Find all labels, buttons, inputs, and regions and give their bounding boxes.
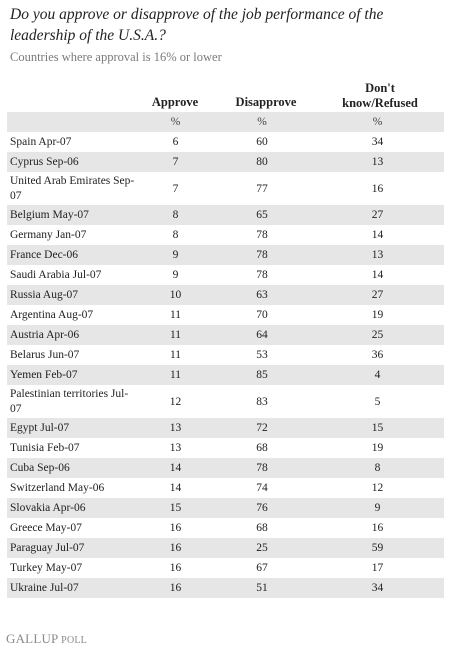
table-row	[7, 132, 444, 152]
table-row	[7, 578, 444, 598]
column-header-disapprove: Disapprove	[235, 95, 297, 109]
table-row	[7, 285, 444, 305]
disapprove-cell: 74	[256, 482, 268, 494]
dont-know-cell: 36	[371, 349, 384, 361]
table-row	[7, 345, 444, 365]
approve-cell: 6	[172, 136, 179, 148]
table-row	[7, 265, 444, 285]
table-row	[7, 245, 444, 265]
approve-cell: 16	[169, 522, 182, 534]
table-row	[7, 225, 444, 245]
table-row	[7, 305, 444, 325]
disapprove-cell: 68	[256, 522, 268, 534]
table-row	[7, 438, 444, 458]
unit-disapprove: %	[213, 112, 311, 132]
dont-know-cell: 27	[311, 285, 444, 305]
gallup-poll-logo	[6, 631, 87, 647]
column-header-dont-know-line1: Don't	[365, 81, 395, 95]
country-cell: Spain Apr-07	[10, 135, 72, 148]
disapprove-cell: 78	[213, 245, 311, 265]
disapprove-cell: 64	[213, 325, 311, 345]
approve-cell: 12	[169, 395, 182, 408]
disapprove-cell: 76	[213, 498, 311, 518]
country-cell: Yemen Feb-07	[7, 365, 138, 385]
disapprove-cell: 65	[213, 205, 311, 225]
dont-know-cell: 13	[311, 245, 444, 265]
dont-know-cell: 13	[311, 152, 444, 172]
table-row	[7, 458, 444, 478]
column-header-dont-know	[318, 81, 442, 111]
country-cell: Belgium May-07	[7, 205, 138, 225]
table-row	[7, 418, 444, 438]
country-cell: Tunisia Feb-07	[10, 441, 80, 454]
table-row	[7, 205, 444, 225]
disapprove-cell: 78	[213, 458, 311, 478]
table-row	[7, 518, 444, 538]
approve-cell: 7	[172, 182, 179, 195]
dont-know-cell: 12	[371, 482, 384, 494]
approve-cell: 9	[138, 245, 213, 265]
approve-cell: 16	[138, 578, 213, 598]
country-cell: Belarus Jun-07	[10, 348, 80, 361]
approve-cell: 16	[169, 562, 182, 574]
country-cell: Russia Aug-07	[7, 285, 138, 305]
dont-know-cell: 19	[371, 309, 384, 321]
disapprove-cell: 63	[213, 285, 311, 305]
country-cell: Saudi Arabia Jul-07	[10, 268, 102, 281]
disapprove-cell: 60	[256, 136, 268, 148]
approve-cell: 13	[169, 442, 182, 454]
country-cell: France Dec-06	[7, 245, 138, 265]
country-cell: Cyprus Sep-06	[7, 152, 138, 172]
country-cell: Germany Jan-07	[10, 228, 87, 241]
unit-dont-know: %	[311, 112, 444, 132]
dont-know-cell: 16	[371, 522, 384, 534]
country-cell: Cuba Sep-06	[7, 458, 138, 478]
brand-poll: POLL	[58, 635, 87, 646]
country-cell: Turkey May-07	[10, 561, 83, 574]
disapprove-cell: 51	[213, 578, 311, 598]
disapprove-cell: 53	[256, 349, 268, 361]
table-row	[7, 498, 444, 518]
unit-approve: %	[138, 112, 213, 132]
table-row	[7, 538, 444, 558]
dont-know-cell: 34	[311, 578, 444, 598]
country-cell: Austria Apr-06	[7, 325, 138, 345]
approve-cell: 11	[169, 349, 182, 361]
approve-cell: 10	[138, 285, 213, 305]
country-cell: Paraguay Jul-07	[7, 538, 138, 558]
dont-know-cell: 19	[371, 442, 384, 454]
brand-gallup: GALLUP	[6, 631, 59, 646]
country-cell: Switzerland May-06	[10, 481, 105, 494]
unit-row-spacer	[7, 112, 138, 132]
approve-cell: 8	[138, 205, 213, 225]
approve-cell: 9	[172, 269, 179, 281]
approve-cell: 11	[138, 325, 213, 345]
column-header-dont-know-line2: know/Refused	[342, 96, 418, 110]
table-row	[7, 558, 444, 578]
column-header-approve: Approve	[151, 95, 199, 109]
table-row	[7, 152, 444, 172]
country-cell: Egypt Jul-07	[7, 418, 138, 438]
dont-know-cell: 4	[311, 365, 444, 385]
dont-know-cell: 15	[311, 418, 444, 438]
dont-know-cell: 14	[371, 229, 384, 241]
country-cell: United Arab Emirates Sep-07	[10, 174, 135, 202]
results-table	[7, 112, 444, 598]
dont-know-cell: 25	[311, 325, 444, 345]
country-cell: Palestinian territories Jul-07	[10, 387, 129, 415]
disapprove-cell: 67	[256, 562, 268, 574]
subtitle: Countries where approval is 16% or lower	[10, 50, 222, 64]
disapprove-cell: 83	[256, 395, 268, 408]
dont-know-cell: 17	[371, 562, 384, 574]
dont-know-cell: 34	[371, 136, 384, 148]
approve-cell: 16	[138, 538, 213, 558]
approve-cell: 15	[138, 498, 213, 518]
approve-cell: 11	[138, 365, 213, 385]
question-title: Do you approve or disapprove of the job performance of the leadership of the U.S.A.?	[10, 6, 384, 44]
dont-know-cell: 5	[374, 395, 381, 408]
dont-know-cell: 9	[311, 498, 444, 518]
disapprove-cell: 68	[256, 442, 268, 454]
table-row	[7, 365, 444, 385]
disapprove-cell: 25	[213, 538, 311, 558]
disapprove-cell: 77	[256, 182, 268, 195]
unit-row	[7, 112, 444, 132]
table-row	[7, 478, 444, 498]
dont-know-cell: 16	[371, 182, 384, 195]
dont-know-cell: 14	[371, 269, 384, 281]
dont-know-cell: 8	[311, 458, 444, 478]
table-row	[7, 325, 444, 345]
approve-cell: 13	[138, 418, 213, 438]
approve-cell: 14	[138, 458, 213, 478]
approve-cell: 7	[138, 152, 213, 172]
dont-know-cell: 27	[311, 205, 444, 225]
country-cell: Ukraine Jul-07	[7, 578, 138, 598]
disapprove-cell: 78	[256, 229, 268, 241]
country-cell: Greece May-07	[10, 521, 82, 534]
table-row	[7, 385, 444, 418]
disapprove-cell: 78	[256, 269, 268, 281]
approve-cell: 14	[169, 482, 182, 494]
approve-cell: 8	[172, 229, 179, 241]
disapprove-cell: 72	[213, 418, 311, 438]
dont-know-cell: 59	[311, 538, 444, 558]
disapprove-cell: 80	[213, 152, 311, 172]
approve-cell: 11	[169, 309, 182, 321]
country-cell: Argentina Aug-07	[10, 308, 94, 321]
disapprove-cell: 70	[256, 309, 268, 321]
disapprove-cell: 85	[213, 365, 311, 385]
country-cell: Slovakia Apr-06	[7, 498, 138, 518]
table-row	[7, 172, 444, 205]
